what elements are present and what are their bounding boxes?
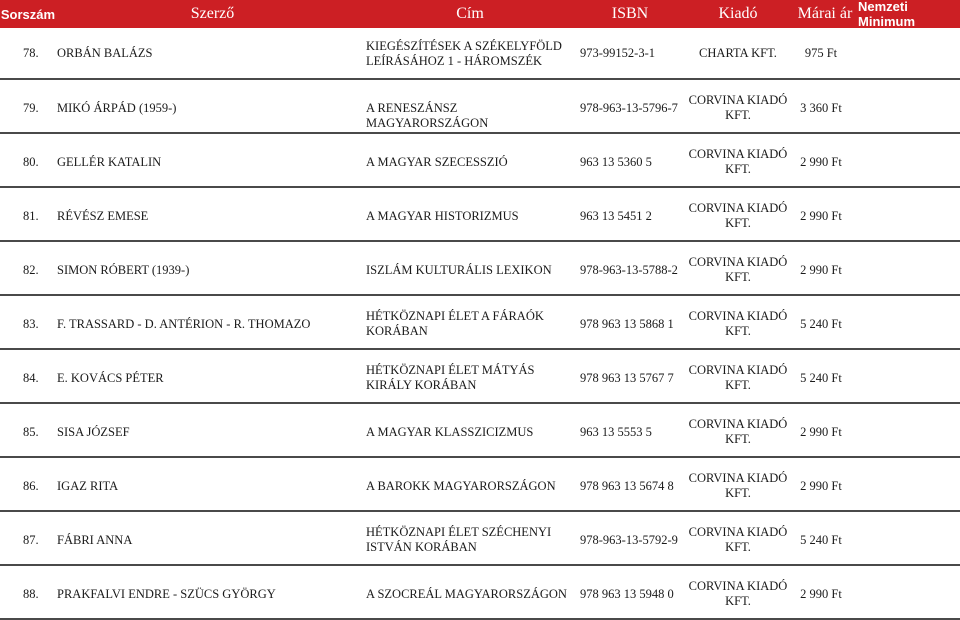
row-number: 78. — [23, 46, 39, 60]
row-publisher: CORVINA KIADÓ KFT. — [688, 255, 788, 284]
row-number: 80. — [23, 155, 39, 169]
row-publisher: CORVINA KIADÓ KFT. — [688, 93, 788, 122]
row-price: 5 240 Ft — [800, 371, 842, 385]
header-szerzo: Szerző — [190, 5, 235, 22]
row-author: E. KOVÁCS PÉTER — [57, 371, 164, 385]
row-title: HÉTKÖZNAPI ÉLET SZÉCHENYI ISTVÁN KORÁBAN — [366, 525, 552, 554]
table-header — [0, 0, 960, 28]
row-author: RÉVÉSZ EMESE — [57, 209, 149, 223]
table-row — [0, 188, 960, 242]
row-author: IGAZ RITA — [57, 479, 119, 493]
table-row — [0, 350, 960, 404]
row-publisher: CORVINA KIADÓ KFT. — [688, 417, 788, 446]
table-row — [0, 242, 960, 296]
row-author: PRAKFALVI ENDRE - SZÜCS GYÖRGY — [57, 587, 276, 601]
row-publisher: CORVINA KIADÓ KFT. — [688, 201, 788, 230]
row-title: A SZOCREÁL MAGYARORSZÁGON — [366, 587, 567, 601]
table-row — [0, 134, 960, 188]
row-publisher: CORVINA KIADÓ KFT. — [688, 525, 788, 554]
row-title: A MAGYAR SZECESSZIÓ — [366, 155, 508, 169]
row-title: KIEGÉSZÍTÉSEK A SZÉKELYFÖLD LEÍRÁSÁHOZ 1 - HÁROMSZÉK — [366, 39, 562, 68]
row-publisher: CORVINA KIADÓ KFT. — [688, 363, 788, 392]
row-title: ISZLÁM KULTURÁLIS LEXIKON — [366, 263, 552, 277]
row-number: 86. — [23, 479, 39, 493]
row-isbn: 978-963-13-5792-9 — [580, 533, 678, 547]
row-isbn: 978 963 13 5868 1 — [580, 317, 674, 331]
row-price: 2 990 Ft — [800, 587, 842, 601]
row-price: 975 Ft — [804, 46, 838, 60]
row-number: 85. — [23, 425, 39, 439]
table-body — [0, 28, 960, 620]
row-author: F. TRASSARD - D. ANTÉRION - R. THOMAZO — [57, 317, 311, 331]
row-isbn: 978-963-13-5788-2 — [580, 263, 678, 277]
table-row — [0, 296, 960, 350]
row-isbn: 978-963-13-5796-7 — [580, 101, 678, 115]
row-price: 5 240 Ft — [800, 317, 842, 331]
table-row — [0, 512, 960, 566]
row-number: 84. — [23, 371, 39, 385]
row-publisher: CORVINA KIADÓ KFT. — [688, 309, 788, 338]
row-price: 2 990 Ft — [800, 209, 842, 223]
row-publisher: CORVINA KIADÓ KFT. — [688, 147, 788, 176]
row-isbn: 973-99152-3-1 — [580, 46, 655, 60]
row-isbn: 978 963 13 5767 7 — [580, 371, 674, 385]
row-isbn: 963 13 5360 5 — [580, 155, 652, 169]
row-number: 81. — [23, 209, 39, 223]
row-number: 87. — [23, 533, 39, 547]
table-row — [0, 458, 960, 512]
row-title: HÉTKÖZNAPI ÉLET MÁTYÁS KIRÁLY KORÁBAN — [366, 363, 535, 392]
row-author: ORBÁN BALÁZS — [57, 46, 153, 60]
row-publisher: CORVINA KIADÓ KFT. — [688, 471, 788, 500]
row-isbn: 963 13 5553 5 — [580, 425, 652, 439]
row-publisher: CHARTA KFT. — [699, 46, 777, 60]
row-title: A MAGYAR KLASSZICIZMUS — [366, 425, 534, 439]
table-row — [0, 28, 960, 80]
row-title: A MAGYAR HISTORIZMUS — [366, 209, 519, 223]
table-row — [0, 566, 960, 620]
header-isbn: ISBN — [611, 5, 649, 22]
row-number: 83. — [23, 317, 39, 331]
row-price: 2 990 Ft — [800, 263, 842, 277]
table-row — [0, 80, 960, 134]
row-author: GELLÉR KATALIN — [57, 155, 162, 169]
row-number: 82. — [23, 263, 39, 277]
header-cim: Cím — [456, 5, 484, 22]
row-isbn: 963 13 5451 2 — [580, 209, 652, 223]
row-author: SIMON RÓBERT (1939-) — [57, 263, 190, 277]
row-title: A BAROKK MAGYARORSZÁGON — [366, 479, 556, 493]
row-title: A RENESZÁNSZ MAGYARORSZÁGON — [366, 101, 489, 130]
row-author: SISA JÓZSEF — [57, 425, 130, 439]
row-title: HÉTKÖZNAPI ÉLET A FÁRAÓK KORÁBAN — [366, 309, 544, 338]
table-row — [0, 404, 960, 458]
row-number: 79. — [23, 101, 39, 115]
row-author: FÁBRI ANNA — [57, 533, 133, 547]
row-number: 88. — [23, 587, 39, 601]
row-price: 2 990 Ft — [800, 479, 842, 493]
header-marai-ar: Márai ár — [797, 5, 853, 22]
row-price: 3 360 Ft — [800, 101, 842, 115]
row-price: 2 990 Ft — [800, 425, 842, 439]
row-isbn: 978 963 13 5948 0 — [580, 587, 674, 601]
row-isbn: 978 963 13 5674 8 — [580, 479, 674, 493]
header-sorszam: Sorszám — [0, 6, 56, 22]
row-author: MIKÓ ÁRPÁD (1959-) — [57, 101, 177, 115]
row-publisher: CORVINA KIADÓ KFT. — [688, 579, 788, 608]
row-price: 5 240 Ft — [800, 533, 842, 547]
header-nemzeti-minimum: Nemzeti Minimum — [858, 0, 916, 29]
header-kiado: Kiadó — [718, 5, 758, 22]
row-price: 2 990 Ft — [800, 155, 842, 169]
